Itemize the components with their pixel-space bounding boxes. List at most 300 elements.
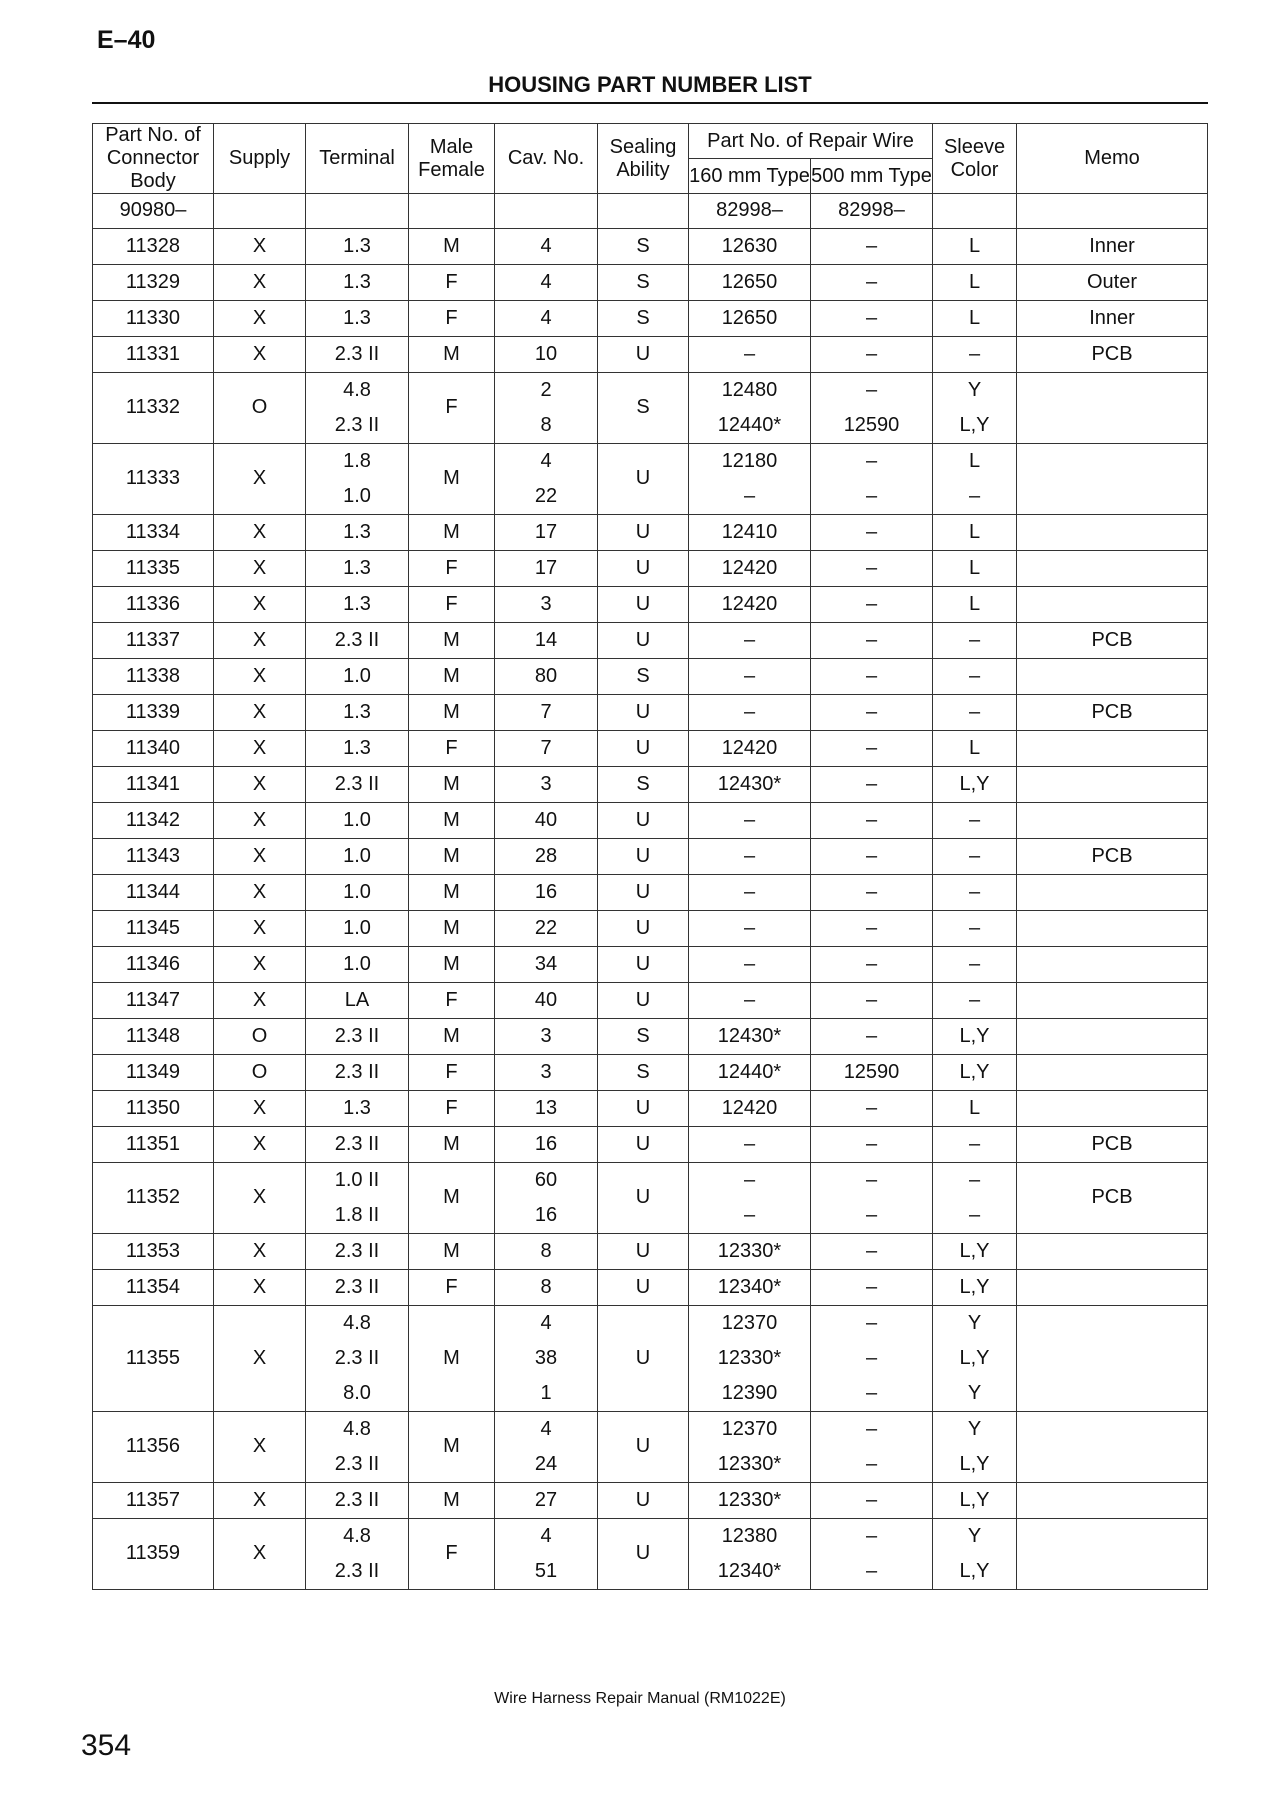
part-number-cell: 11348 — [93, 1018, 214, 1054]
male-female-cell: M — [409, 1018, 495, 1054]
sleeve-color-cell-line: L — [968, 520, 981, 543]
male-female-cell: M — [409, 622, 495, 658]
sealing-cell: U — [598, 982, 689, 1018]
terminal-cell-line: 1.3 — [343, 592, 371, 615]
part-number-cell: 11343 — [93, 838, 214, 874]
table-row — [93, 1126, 1208, 1162]
table-row — [93, 336, 1208, 372]
terminal-cell — [306, 658, 409, 694]
wire-500-cell-line: – — [865, 306, 878, 329]
sleeve-color-cell — [933, 802, 1017, 838]
table-row — [93, 1411, 1208, 1482]
male-female-cell: M — [409, 443, 495, 514]
cav-no-cell — [495, 586, 598, 622]
sealing-cell: U — [598, 550, 689, 586]
wire-160-cell-line: 12180 — [721, 449, 778, 472]
sealing-cell: U — [598, 586, 689, 622]
wire-500-cell — [811, 443, 933, 514]
supply-cell: X — [214, 336, 306, 372]
part-number-cell: 11349 — [93, 1054, 214, 1090]
wire-500-prefix: 82998– — [811, 194, 933, 229]
terminal-cell-line: 2.3 II — [334, 1024, 380, 1047]
wire-160-cell-line: – — [743, 1203, 756, 1226]
wire-500-cell — [811, 622, 933, 658]
supply-cell: X — [214, 1162, 306, 1233]
table-row — [93, 910, 1208, 946]
wire-160-cell-line: – — [743, 988, 756, 1011]
terminal-cell — [306, 622, 409, 658]
cav-no-cell — [495, 1305, 598, 1411]
cav-no-cell-line: 4 — [540, 306, 552, 329]
supply-cell: X — [214, 1233, 306, 1269]
wire-500-cell-line: – — [865, 1132, 878, 1155]
sleeve-color-cell-line: – — [968, 628, 981, 651]
cav-no-cell-line: 7 — [540, 736, 552, 759]
supply-cell: X — [214, 622, 306, 658]
wire-500-cell-line: – — [865, 772, 878, 795]
wire-160-cell-line: 12420 — [721, 592, 778, 615]
male-female-cell: F — [409, 586, 495, 622]
terminal-cell-line: 1.8 II — [334, 1203, 380, 1226]
terminal-cell-line: 1.0 — [343, 844, 371, 867]
memo-cell: PCB — [1017, 694, 1208, 730]
terminal-cell — [306, 372, 409, 443]
cav-no-cell-line: 16 — [534, 880, 558, 903]
wire-160-cell-line: 12380 — [721, 1524, 778, 1547]
wire-500-cell — [811, 1233, 933, 1269]
terminal-cell-line: 2.3 II — [334, 1346, 380, 1369]
sealing-cell: S — [598, 228, 689, 264]
part-number-cell: 11338 — [93, 658, 214, 694]
wire-160-cell — [689, 946, 811, 982]
memo-cell: PCB — [1017, 1126, 1208, 1162]
cav-no-cell — [495, 550, 598, 586]
sleeve-color-cell — [933, 730, 1017, 766]
sleeve-color-cell-line: – — [968, 484, 981, 507]
terminal-cell-line: 4.8 — [343, 1417, 371, 1440]
table-row — [93, 228, 1208, 264]
wire-500-cell — [811, 766, 933, 802]
part-number-cell: 11344 — [93, 874, 214, 910]
wire-500-cell-line: – — [865, 988, 878, 1011]
cav-no-cell-line: 7 — [540, 700, 552, 723]
terminal-cell-line: 2.3 II — [334, 1559, 380, 1582]
sleeve-color-cell — [933, 874, 1017, 910]
header-cav-no: Cav. No. — [495, 124, 598, 194]
sleeve-color-cell — [933, 228, 1017, 264]
wire-500-cell-line: – — [865, 808, 878, 831]
supply-cell: X — [214, 1305, 306, 1411]
terminal-cell-line: 4.8 — [343, 378, 371, 401]
wire-160-cell-line: 12330* — [717, 1488, 782, 1511]
cav-no-cell — [495, 622, 598, 658]
wire-160-cell — [689, 1162, 811, 1233]
terminal-cell — [306, 802, 409, 838]
memo-cell — [1017, 1518, 1208, 1589]
sealing-cell: U — [598, 1411, 689, 1482]
cav-no-cell — [495, 982, 598, 1018]
wire-500-cell-line: – — [865, 234, 878, 257]
supply-cell: X — [214, 874, 306, 910]
cav-no-cell-line: 40 — [534, 988, 558, 1011]
wire-500-cell-line: – — [865, 664, 878, 687]
part-number-cell: 11341 — [93, 766, 214, 802]
terminal-cell — [306, 1305, 409, 1411]
wire-160-cell-line: 12420 — [721, 556, 778, 579]
table-row — [93, 1162, 1208, 1233]
cav-no-cell-line: 8 — [540, 413, 552, 436]
terminal-cell-line: 1.3 — [343, 1096, 371, 1119]
terminal-cell-line: 1.0 — [343, 916, 371, 939]
wire-160-cell — [689, 766, 811, 802]
sealing-cell: U — [598, 1090, 689, 1126]
part-number-cell: 11352 — [93, 1162, 214, 1233]
wire-160-cell — [689, 1269, 811, 1305]
supply-cell: X — [214, 838, 306, 874]
table-row — [93, 1233, 1208, 1269]
terminal-cell — [306, 838, 409, 874]
sleeve-color-cell — [933, 336, 1017, 372]
cav-no-cell-line: 4 — [540, 234, 552, 257]
part-number-cell: 11331 — [93, 336, 214, 372]
table-row — [93, 1518, 1208, 1589]
wire-500-cell-line: – — [865, 449, 878, 472]
table-row — [93, 946, 1208, 982]
wire-160-cell-line: 12370 — [721, 1311, 778, 1334]
cav-no-cell-line: 4 — [540, 1417, 552, 1440]
wire-160-cell-line: 12430* — [717, 772, 782, 795]
sealing-cell: U — [598, 694, 689, 730]
supply-cell: O — [214, 1018, 306, 1054]
sealing-cell: S — [598, 766, 689, 802]
sleeve-color-cell — [933, 1090, 1017, 1126]
cav-no-cell — [495, 838, 598, 874]
memo-cell — [1017, 982, 1208, 1018]
terminal-cell-line: 2.3 II — [334, 772, 380, 795]
sealing-cell: U — [598, 1482, 689, 1518]
terminal-cell — [306, 1518, 409, 1589]
cav-no-cell-line: 28 — [534, 844, 558, 867]
cav-no-cell — [495, 1090, 598, 1126]
supply-cell: X — [214, 264, 306, 300]
terminal-cell — [306, 550, 409, 586]
sleeve-color-cell — [933, 1518, 1017, 1589]
terminal-cell-line: 1.0 — [343, 664, 371, 687]
male-female-cell: F — [409, 1269, 495, 1305]
wire-500-cell-line: – — [865, 1024, 878, 1047]
memo-cell — [1017, 1233, 1208, 1269]
table-row — [93, 372, 1208, 443]
table-row — [93, 514, 1208, 550]
male-female-cell: F — [409, 372, 495, 443]
wire-500-cell-line: – — [865, 880, 878, 903]
terminal-cell-line: 2.3 II — [334, 1452, 380, 1475]
wire-500-cell-line: – — [865, 1311, 878, 1334]
header-sealing-ability: Sealing Ability — [598, 124, 689, 194]
terminal-cell-line: 1.0 — [343, 808, 371, 831]
cav-no-cell — [495, 946, 598, 982]
wire-160-cell-line: 12440* — [717, 1060, 782, 1083]
wire-160-cell — [689, 514, 811, 550]
wire-500-cell-line: – — [865, 1203, 878, 1226]
sleeve-color-cell-line: L — [968, 306, 981, 329]
sleeve-color-cell-line: – — [968, 952, 981, 975]
wire-160-cell-line: – — [743, 1168, 756, 1191]
wire-160-cell-line: 12440* — [717, 413, 782, 436]
cav-no-cell-line: 80 — [534, 664, 558, 687]
terminal-cell-line: 2.3 II — [334, 1275, 380, 1298]
wire-500-cell-line: – — [865, 270, 878, 293]
male-female-cell: F — [409, 550, 495, 586]
sleeve-color-cell-line: L — [968, 736, 981, 759]
header-supply: Supply — [214, 124, 306, 194]
part-prefix: 90980– — [93, 194, 214, 229]
terminal-cell — [306, 730, 409, 766]
sleeve-color-cell-line: Y — [967, 1524, 982, 1547]
sleeve-color-cell-line: L — [968, 270, 981, 293]
terminal-cell-line: 1.3 — [343, 306, 371, 329]
cav-no-cell — [495, 1018, 598, 1054]
wire-500-cell — [811, 228, 933, 264]
sleeve-color-cell — [933, 694, 1017, 730]
cav-no-cell-line: 3 — [540, 592, 552, 615]
table-row — [93, 1054, 1208, 1090]
sleeve-color-cell — [933, 514, 1017, 550]
sleeve-color-cell-line: – — [968, 1168, 981, 1191]
sleeve-color-cell — [933, 586, 1017, 622]
wire-160-prefix: 82998– — [689, 194, 811, 229]
memo-cell — [1017, 1411, 1208, 1482]
supply-cell: X — [214, 1411, 306, 1482]
supply-cell: X — [214, 946, 306, 982]
cav-no-cell — [495, 910, 598, 946]
sealing-cell: U — [598, 1162, 689, 1233]
sleeve-color-cell-line: L,Y — [959, 1275, 990, 1298]
sleeve-color-cell — [933, 1126, 1017, 1162]
supply-cell: X — [214, 1482, 306, 1518]
cav-no-cell — [495, 264, 598, 300]
page-code: E–40 — [97, 26, 156, 54]
cav-no-cell-line: 8 — [540, 1239, 552, 1262]
supply-cell: X — [214, 300, 306, 336]
wire-500-cell — [811, 874, 933, 910]
sleeve-color-cell-line: L,Y — [959, 1488, 990, 1511]
terminal-cell — [306, 946, 409, 982]
sleeve-color-cell-line: L — [968, 556, 981, 579]
wire-160-cell — [689, 1054, 811, 1090]
wire-160-cell-line: 12650 — [721, 306, 778, 329]
cav-no-cell-line: 17 — [534, 556, 558, 579]
wire-500-cell — [811, 658, 933, 694]
cav-no-cell — [495, 300, 598, 336]
sealing-cell: S — [598, 658, 689, 694]
sealing-cell: S — [598, 372, 689, 443]
sealing-cell: U — [598, 336, 689, 372]
memo-cell — [1017, 1018, 1208, 1054]
wire-160-cell — [689, 982, 811, 1018]
wire-160-cell-line: 12420 — [721, 1096, 778, 1119]
wire-160-cell-line: – — [743, 628, 756, 651]
sleeve-color-cell-line: L,Y — [959, 772, 990, 795]
wire-160-cell — [689, 838, 811, 874]
cav-no-cell-line: 22 — [534, 484, 558, 507]
sleeve-color-cell — [933, 1411, 1017, 1482]
cav-no-cell-line: 14 — [534, 628, 558, 651]
terminal-cell — [306, 1411, 409, 1482]
cav-no-cell-line: 13 — [534, 1096, 558, 1119]
part-number-cell: 11337 — [93, 622, 214, 658]
sleeve-color-cell-line: L,Y — [959, 413, 990, 436]
wire-500-cell-line: 12590 — [843, 1060, 900, 1083]
part-number-cell: 11330 — [93, 300, 214, 336]
cav-no-cell — [495, 228, 598, 264]
sleeve-color-cell — [933, 622, 1017, 658]
wire-500-cell-line: 12590 — [843, 413, 900, 436]
cav-no-cell-line: 2 — [540, 378, 552, 401]
memo-cell: Inner — [1017, 228, 1208, 264]
memo-cell — [1017, 1054, 1208, 1090]
part-number-cell: 11346 — [93, 946, 214, 982]
wire-160-cell — [689, 228, 811, 264]
table-row — [93, 443, 1208, 514]
table-row — [93, 874, 1208, 910]
terminal-cell-line: 8.0 — [343, 1381, 371, 1404]
supply-cell: X — [214, 658, 306, 694]
wire-500-cell — [811, 802, 933, 838]
wire-500-cell — [811, 1018, 933, 1054]
table-row — [93, 300, 1208, 336]
cav-no-cell — [495, 874, 598, 910]
wire-500-cell — [811, 838, 933, 874]
part-number-cell: 11359 — [93, 1518, 214, 1589]
terminal-cell-line: 1.8 — [343, 449, 371, 472]
memo-cell — [1017, 946, 1208, 982]
wire-500-cell — [811, 264, 933, 300]
wire-160-cell — [689, 1305, 811, 1411]
table-row — [93, 1482, 1208, 1518]
header-terminal: Terminal — [306, 124, 409, 194]
sleeve-color-cell — [933, 1482, 1017, 1518]
memo-cell: PCB — [1017, 336, 1208, 372]
terminal-cell-line: 1.3 — [343, 270, 371, 293]
wire-500-cell-line: – — [865, 916, 878, 939]
wire-160-cell-line: – — [743, 342, 756, 365]
terminal-cell-line: 1.3 — [343, 736, 371, 759]
page-title: HOUSING PART NUMBER LIST — [488, 72, 812, 97]
wire-160-cell-line: – — [743, 664, 756, 687]
cav-no-cell-line: 60 — [534, 1168, 558, 1191]
terminal-cell — [306, 1126, 409, 1162]
table-row — [93, 550, 1208, 586]
male-female-cell: M — [409, 766, 495, 802]
wire-500-cell-line: – — [865, 1559, 878, 1582]
wire-500-cell-line: – — [865, 1417, 878, 1440]
sleeve-color-cell-line: – — [968, 988, 981, 1011]
sealing-cell: U — [598, 946, 689, 982]
wire-160-cell-line: 12410 — [721, 520, 778, 543]
terminal-cell — [306, 336, 409, 372]
wire-160-cell-line: 12650 — [721, 270, 778, 293]
terminal-cell — [306, 514, 409, 550]
terminal-cell — [306, 1482, 409, 1518]
terminal-cell-line: 1.0 — [343, 952, 371, 975]
part-number-cell: 11336 — [93, 586, 214, 622]
cav-no-cell-line: 1 — [540, 1381, 552, 1404]
supply-cell: X — [214, 1126, 306, 1162]
cav-no-cell-line: 40 — [534, 808, 558, 831]
cav-no-cell — [495, 1162, 598, 1233]
memo-cell — [1017, 372, 1208, 443]
memo-cell — [1017, 874, 1208, 910]
terminal-cell — [306, 874, 409, 910]
wire-500-cell-line: – — [865, 736, 878, 759]
sleeve-color-cell-line: L — [968, 1096, 981, 1119]
memo-cell — [1017, 1269, 1208, 1305]
sleeve-color-cell — [933, 1305, 1017, 1411]
supply-cell: O — [214, 372, 306, 443]
wire-160-cell — [689, 264, 811, 300]
memo-cell: PCB — [1017, 622, 1208, 658]
memo-cell — [1017, 1482, 1208, 1518]
male-female-cell: M — [409, 1482, 495, 1518]
sealing-cell: U — [598, 910, 689, 946]
cav-no-cell — [495, 1482, 598, 1518]
wire-160-cell — [689, 1482, 811, 1518]
sealing-cell: S — [598, 300, 689, 336]
male-female-cell: M — [409, 838, 495, 874]
memo-cell — [1017, 443, 1208, 514]
terminal-cell-line: 2.3 II — [334, 1488, 380, 1511]
sleeve-color-cell-line: – — [968, 880, 981, 903]
wire-500-cell-line: – — [865, 1488, 878, 1511]
memo-cell: Inner — [1017, 300, 1208, 336]
header-part-no: Part No. of Connector Body — [93, 124, 214, 194]
wire-160-cell-line: – — [743, 844, 756, 867]
sealing-cell: U — [598, 802, 689, 838]
cav-no-cell — [495, 730, 598, 766]
table-row — [93, 586, 1208, 622]
wire-160-cell-line: – — [743, 484, 756, 507]
sleeve-color-cell-line: L — [968, 449, 981, 472]
male-female-cell: M — [409, 658, 495, 694]
supply-cell: X — [214, 730, 306, 766]
part-number-cell: 11347 — [93, 982, 214, 1018]
supply-cell: X — [214, 694, 306, 730]
wire-160-cell — [689, 1018, 811, 1054]
table-row — [93, 694, 1208, 730]
wire-160-cell-line: 12630 — [721, 234, 778, 257]
wire-500-cell-line: – — [865, 484, 878, 507]
wire-160-cell-line: 12330* — [717, 1452, 782, 1475]
sealing-cell: U — [598, 443, 689, 514]
wire-160-cell-line: 12430* — [717, 1024, 782, 1047]
sleeve-color-cell-line: – — [968, 1132, 981, 1155]
wire-500-cell — [811, 514, 933, 550]
wire-160-cell-line: 12370 — [721, 1417, 778, 1440]
terminal-cell — [306, 1018, 409, 1054]
male-female-cell: F — [409, 264, 495, 300]
table-row — [93, 982, 1208, 1018]
cav-no-cell-line: 17 — [534, 520, 558, 543]
terminal-cell-line: 4.8 — [343, 1524, 371, 1547]
cav-no-cell-line: 34 — [534, 952, 558, 975]
memo-cell: PCB — [1017, 1162, 1208, 1233]
supply-cell: X — [214, 982, 306, 1018]
title-divider — [92, 102, 1208, 104]
wire-500-cell — [811, 300, 933, 336]
cav-no-cell — [495, 336, 598, 372]
wire-500-cell-line: – — [865, 628, 878, 651]
